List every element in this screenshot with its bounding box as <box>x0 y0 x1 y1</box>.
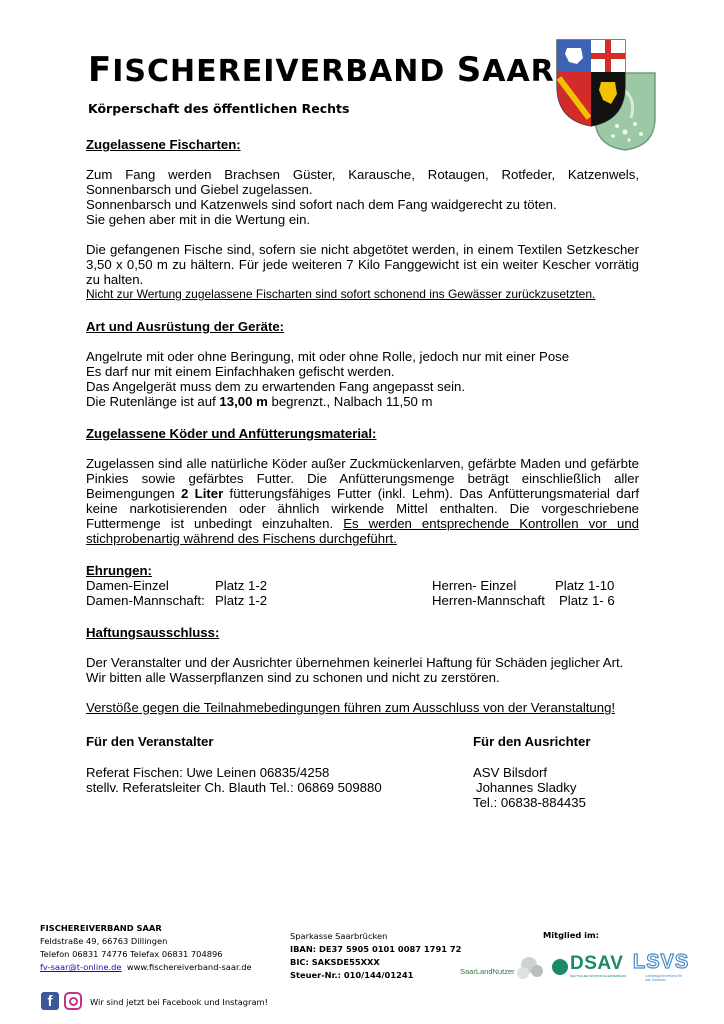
geraete-line-3: Das Angelgerät muss dem zu erwartenden Fang angepasst sein. <box>86 379 465 394</box>
facebook-icon[interactable]: f <box>41 992 59 1010</box>
geraete-line-2: Es darf nur mit einem Einfachhaken gefischt werden. <box>86 364 395 379</box>
coat-of-arms-icon <box>555 38 665 153</box>
footer-address: FISCHEREIVERBAND SAAR Feldstraße 49, 66763 Dillingen Telefon 06831 74776 Telefax 06831 704896 fv-saar@t-online.de www.fischereiverband-saar.de <box>40 923 252 972</box>
koeder-paragraph: Zugelassen sind alle natürliche Köder außer Zuckmückenlarven, gefärbte Maden und gefärbte Pinkies sowie gefärbtes Futter. Die Anfütterungsmenge beträgt einschließlich aller Beimengungen 2 Liter fütterungsfähiges Futter (inkl. Lehm). Das Anfütterungsmaterial darf keine narkotisierenden oder ähnlich wirkende Mittel enthalten. Die vorgeschriebene Futtermenge ist unbedingt einzuhalten. Es werden entsprechende Kontrollen vor und stichprobenartig während des Fischens durchgeführt. <box>86 456 640 546</box>
ehrungen-row-1: Damen-Einzel Platz 1-2 Herren- Einzel Platz 1-10 <box>86 578 615 593</box>
footer-bank: Sparkasse Saarbrücken IBAN: DE37 5905 0101 0087 1791 72 BIC: SAKSDE55XXX Steuer-Nr.: 010/144/01241 <box>290 931 462 980</box>
geraete-line-1: Angelrute mit oder ohne Beringung, mit oder ohne Rolle, jedoch nur mit einer Pose <box>86 349 570 364</box>
fischarten-note: Nicht zur Wertung zugelassene Fischarten sind sofort schonend ins Gewässer zurückzusetzten. <box>86 287 596 301</box>
website-text: www.fischereiverband-saar.de <box>126 962 252 972</box>
fischarten-paragraph-3: Sie gehen aber mit in die Wertung ein. <box>86 212 311 227</box>
heading-ehrungen: Ehrungen: <box>86 563 152 578</box>
org-title: FISCHEREIVERBAND SAAR <box>88 50 555 90</box>
heading-geraete: Art und Ausrüstung der Geräte: <box>86 319 285 334</box>
heading-fischarten: Zugelassene Fischarten: <box>86 137 241 152</box>
social-note: Wir sind jetzt bei Facebook und Instagram! <box>90 997 268 1007</box>
dsav-fish-icon <box>552 959 568 975</box>
fischarten-paragraph-2: Sonnenbarsch und Katzenwels sind sofort nach dem Fang waidgerecht zu töten. <box>86 197 557 212</box>
heading-koeder: Zugelassene Köder und Anfütterungsmaterial: <box>86 426 377 441</box>
organizer-heading: Für den Veranstalter <box>86 734 214 749</box>
saarlandnutzer-logo: SaarLandNutzer <box>459 955 549 985</box>
fischarten-paragraph-1: Zum Fang werden Brachsen Güster, Karausche, Rotaugen, Rotfeder, Katzenwels, Sonnenbarsch und Giebel zugelassen. <box>86 167 639 197</box>
haftung-line-2: Wir bitten alle Wasserpflanzen sind zu schonen und nicht zu zerstören. <box>86 670 500 685</box>
geraete-line-4: Die Rutenlänge ist auf 13,00 m begrenzt., Nalbach 11,50 m <box>86 394 433 409</box>
haftung-line-1: Der Veranstalter und der Ausrichter übernehmen keinerlei Haftung für Schäden jeglicher Art. <box>86 655 624 670</box>
organizer-contact: Referat Fischen: Uwe Leinen 06835/4258 stellv. Referatsleiter Ch. Blauth Tel.: 06869 509880 <box>86 765 382 795</box>
document-body <box>86 137 639 715</box>
email-link[interactable]: fv-saar@t-online.de <box>40 962 122 972</box>
ehrungen-row-2: Damen-Mannschaft: Platz 1-2 Herren-Mannschaft Platz 1- 6 <box>86 593 615 608</box>
member-label: Mitglied im: <box>543 930 599 940</box>
fischarten-paragraph-4: Die gefangenen Fische sind, sofern sie nicht abgetötet werden, in einem Textilen Setzkescher 3,50 x 0,50 m zu hältern. Für jede weiteren 7 Kilo Fanggewicht ist ein weiter Kescher vorrätig zu halten. <box>86 242 639 287</box>
host-heading: Für den Ausrichter <box>473 734 591 749</box>
heading-haftung: Haftungsausschluss: <box>86 625 220 640</box>
instagram-icon[interactable] <box>64 992 82 1010</box>
host-contact: ASV Bilsdorf Johannes Sladky Tel.: 06838-884435 <box>473 765 586 810</box>
org-subtitle: Körperschaft des öffentlichen Rechts <box>88 101 350 116</box>
haftung-warning: Verstöße gegen die Teilnahmebedingungen führen zum Ausschluss von der Veranstaltung! <box>86 700 616 715</box>
